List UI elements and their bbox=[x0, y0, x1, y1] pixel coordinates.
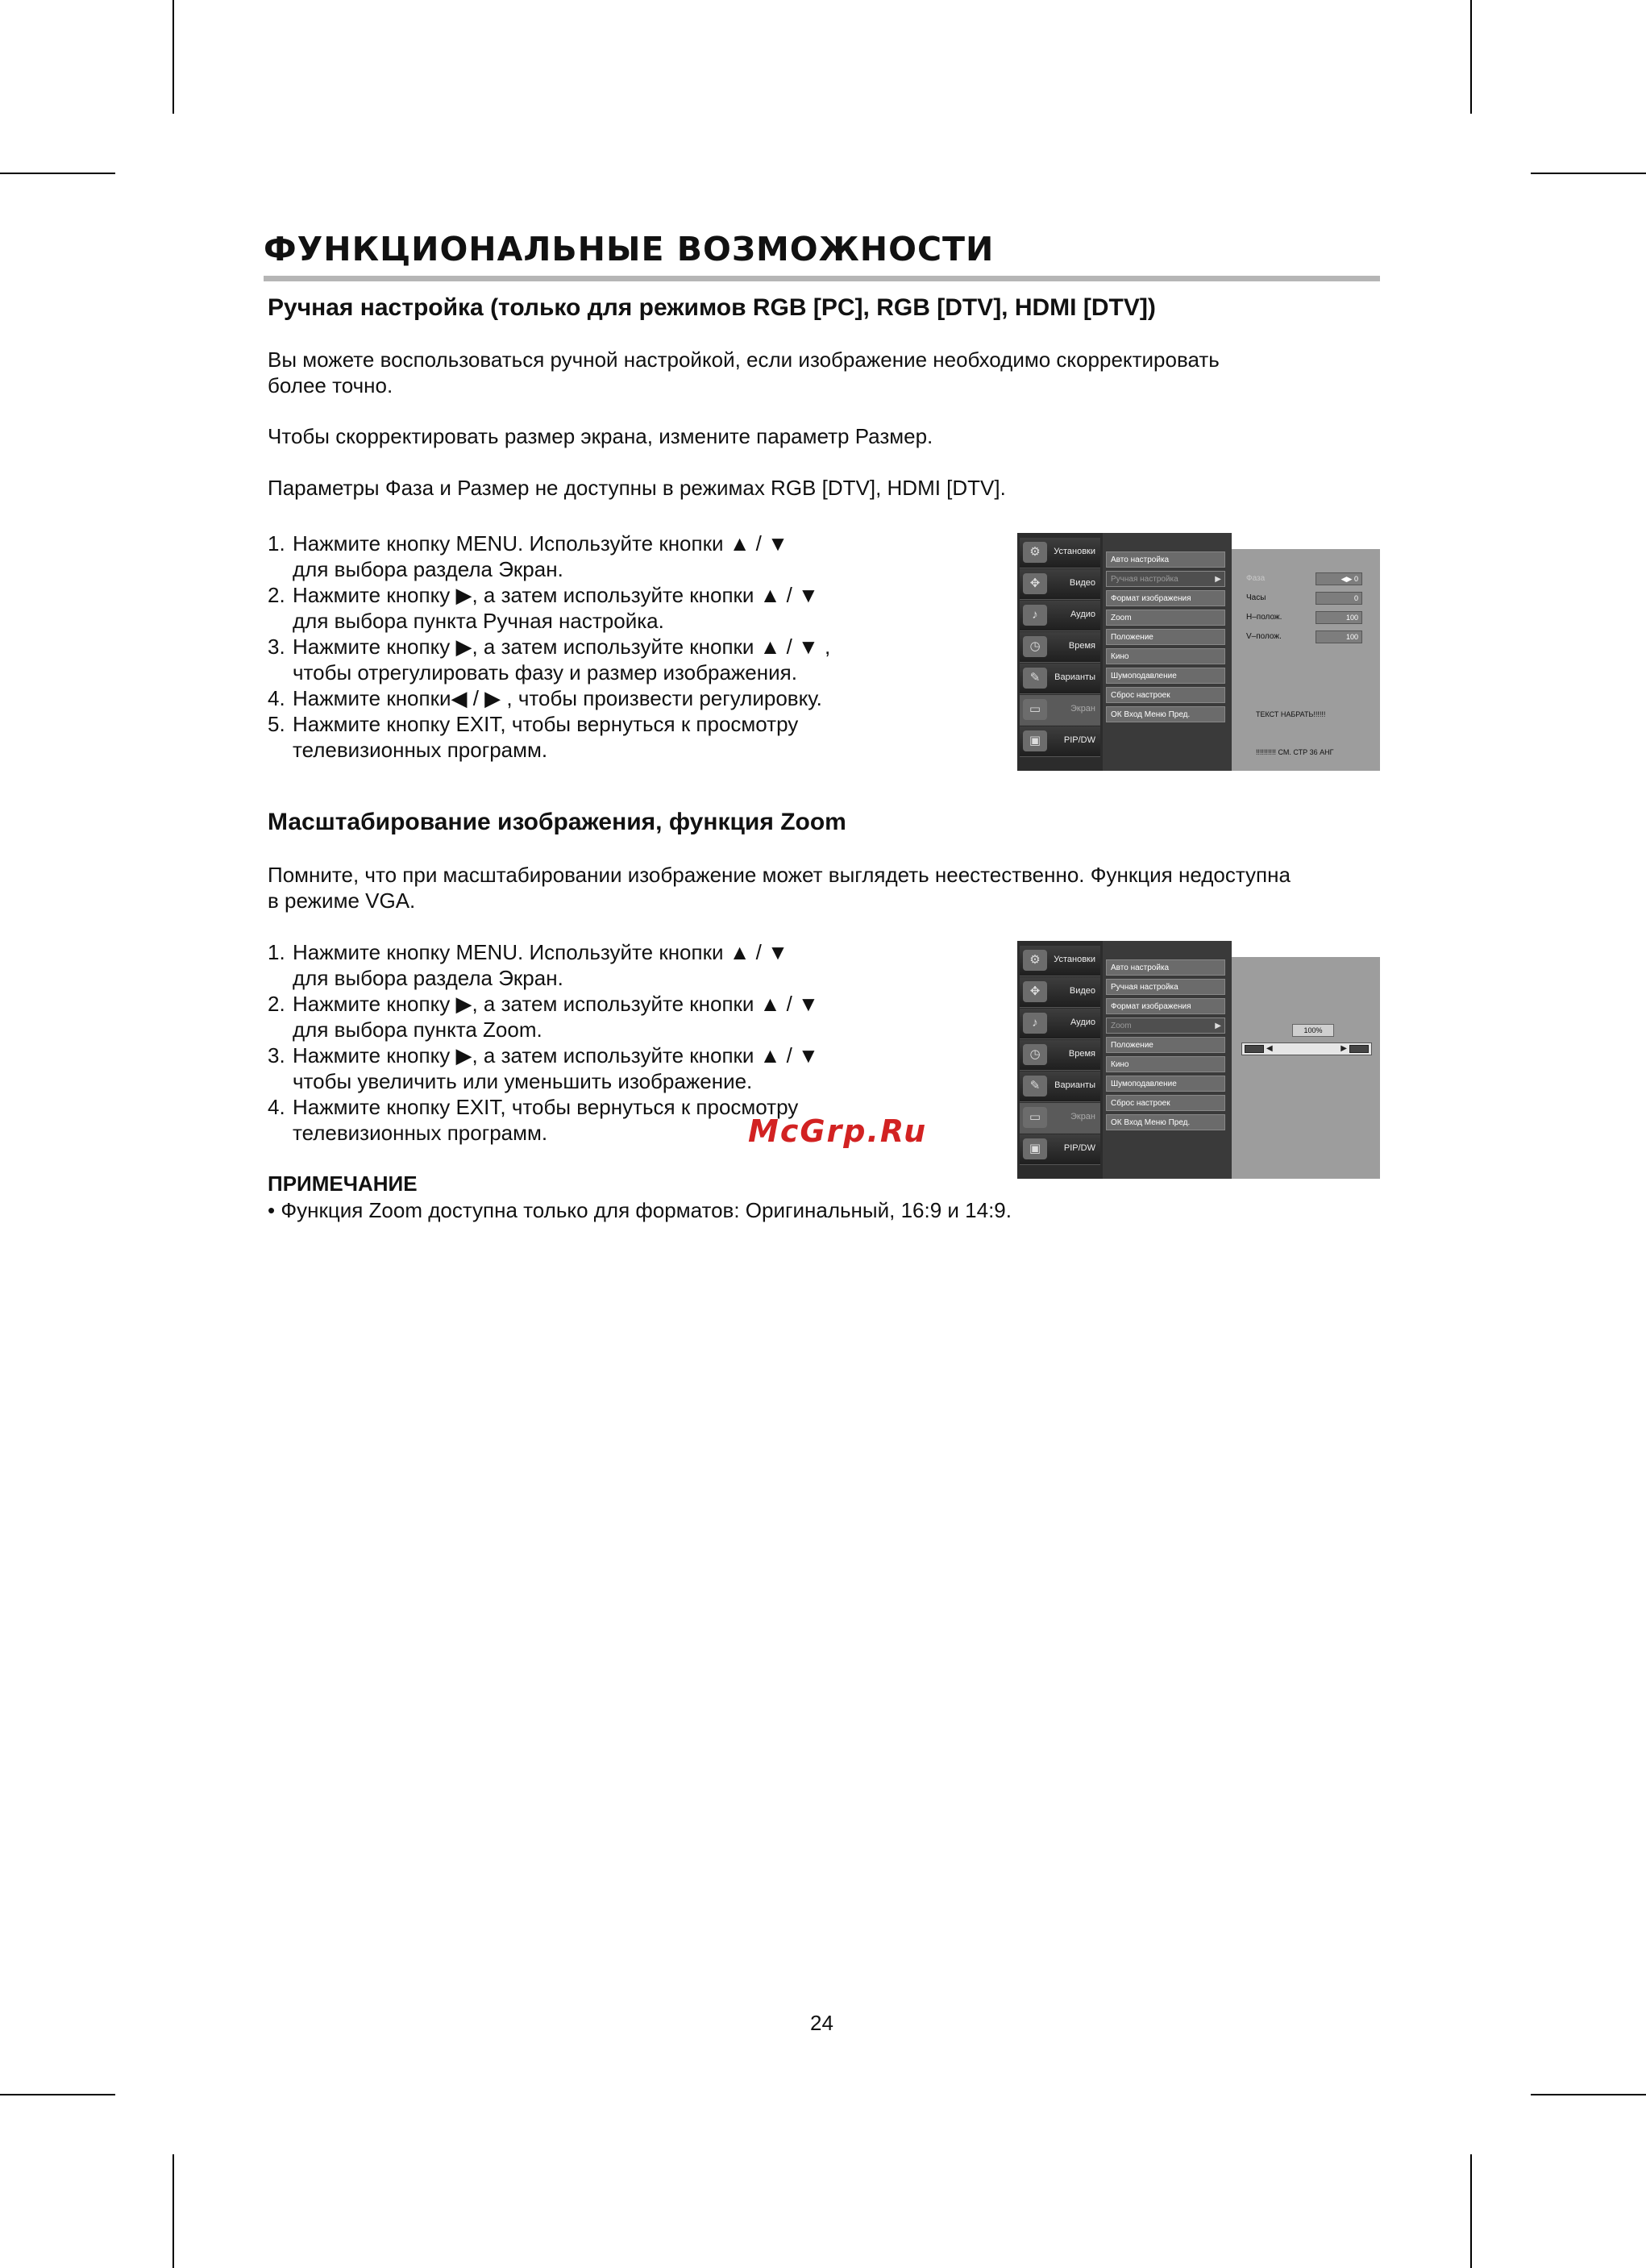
page-title: ФУНКЦИОНАЛЬНЫЕ ВОЗМОЖНОСТИ bbox=[264, 230, 995, 268]
osd-menu-item: Положение bbox=[1106, 1037, 1225, 1053]
clock-icon: ◷ bbox=[1023, 1044, 1047, 1065]
osd-menu-item: Шумоподавление bbox=[1106, 1076, 1225, 1092]
zoom-in-icon bbox=[1349, 1045, 1369, 1053]
osd-menu-item: Zoom bbox=[1106, 610, 1225, 626]
osd-tab-label: Установки bbox=[1054, 547, 1095, 556]
osd-param-label: H–полож. bbox=[1246, 613, 1282, 622]
arrow-right-icon: ▶ bbox=[1340, 1044, 1347, 1053]
osd-menu-item: Шумоподавление bbox=[1106, 668, 1225, 684]
step-text: для выбора пункта Zoom. bbox=[293, 1017, 542, 1042]
step-number: 1. bbox=[268, 940, 285, 964]
osd-placeholder-note: !!!!!!!!!! СМ. СТР 36 АНГ bbox=[1256, 748, 1334, 756]
zoom-steps bbox=[268, 939, 819, 1146]
osd-tab-video bbox=[1020, 977, 1100, 1008]
zoom-value: 100% bbox=[1292, 1024, 1334, 1037]
step-text: Нажмите кнопку ▶, а затем используйте кнопки ▲ / ▼ , bbox=[293, 635, 831, 659]
osd-tab-time bbox=[1020, 1040, 1100, 1071]
crop-mark bbox=[1470, 2154, 1472, 2268]
osd-menu-item: Ручная настройка bbox=[1106, 979, 1225, 995]
osd-param-value: 0 bbox=[1316, 592, 1362, 605]
video-icon: ✥ bbox=[1023, 981, 1047, 1002]
zoom-intro-line1: Помните, что при масштабировании изображение может выглядеть неестественно. Функция недоступна bbox=[268, 863, 1291, 887]
osd-tab-video bbox=[1020, 569, 1100, 600]
osd-tab-screen bbox=[1020, 695, 1100, 726]
osd-menu bbox=[1103, 533, 1232, 771]
audio-icon: ♪ bbox=[1023, 605, 1047, 626]
osd-tab-label: Экран bbox=[1070, 1112, 1095, 1122]
osd-menu-item-selected bbox=[1106, 571, 1225, 587]
osd-menu-item: Кино bbox=[1106, 648, 1225, 664]
arrow-left-icon: ◀ bbox=[1266, 1044, 1273, 1053]
zoom-slider bbox=[1241, 1042, 1372, 1055]
step-number: 2. bbox=[268, 583, 285, 607]
osd-tab-column bbox=[1017, 941, 1103, 1179]
step-text: Нажмите кнопку ▶, а затем используйте кнопки ▲ / ▼ bbox=[293, 992, 819, 1016]
audio-icon: ♪ bbox=[1023, 1013, 1047, 1034]
osd-menu bbox=[1103, 941, 1232, 1179]
osd-tab-label: Экран bbox=[1070, 704, 1095, 714]
list-item bbox=[268, 711, 830, 763]
step-number: 4. bbox=[268, 1095, 285, 1119]
step-text: Нажмите кнопку EXIT, чтобы вернуться к просмотру bbox=[293, 712, 799, 736]
osd-tab-setup bbox=[1020, 946, 1100, 976]
osd-tab-time bbox=[1020, 632, 1100, 663]
osd-menu-item: Положение bbox=[1106, 629, 1225, 645]
osd-menu-item: Сброс настроек bbox=[1106, 1095, 1225, 1111]
osd-tab-label: Время bbox=[1068, 641, 1095, 651]
osd-placeholder-note: ТЕКСТ НАБРАТЬ!!!!!! bbox=[1256, 710, 1326, 718]
step-text: чтобы отрегулировать фазу и размер изображения. bbox=[293, 660, 797, 685]
zoom-heading: Масштабирование изображения, функция Zoom bbox=[268, 809, 846, 835]
manual-intro-line1: Вы можете воспользоваться ручной настройкой, если изображение необходимо скорректировать bbox=[268, 347, 1220, 372]
video-icon: ✥ bbox=[1023, 573, 1047, 594]
osd-manual-panel bbox=[1232, 549, 1380, 771]
pip-icon: ▣ bbox=[1023, 1138, 1047, 1159]
osd-tab-label: Аудио bbox=[1070, 610, 1095, 619]
manual-intro bbox=[268, 347, 1220, 398]
osd-tab-label: Аудио bbox=[1070, 1017, 1095, 1027]
osd-menu-item: Авто настройка bbox=[1106, 551, 1225, 568]
osd-menu-item-label: Ручная настройка bbox=[1111, 575, 1178, 584]
crop-mark bbox=[1531, 2094, 1646, 2095]
list-item bbox=[268, 582, 830, 634]
pip-icon: ▣ bbox=[1023, 730, 1047, 751]
osd-param-label: Фаза bbox=[1246, 574, 1266, 583]
osd-tab-label: Варианты bbox=[1054, 1080, 1095, 1090]
watermark: McGrp.Ru bbox=[748, 1113, 928, 1149]
crop-mark bbox=[1470, 0, 1472, 114]
list-item bbox=[268, 634, 830, 685]
step-text: телевизионных программ. bbox=[293, 1121, 548, 1145]
osd-tab-setup bbox=[1020, 538, 1100, 568]
osd-tab-label: Видео bbox=[1069, 986, 1095, 996]
osd-menu-item-label: Zoom bbox=[1111, 1022, 1132, 1030]
osd-tab-label: PIP/DW bbox=[1063, 1143, 1095, 1153]
osd-tab-label: PIP/DW bbox=[1063, 735, 1095, 745]
page-number: 24 bbox=[810, 2011, 833, 2035]
crop-mark bbox=[1531, 173, 1646, 174]
list-item bbox=[268, 939, 819, 991]
osd-menu-item: Формат изображения bbox=[1106, 590, 1225, 606]
clock-icon: ◷ bbox=[1023, 636, 1047, 657]
note-heading: ПРИМЕЧАНИЕ bbox=[268, 1171, 418, 1196]
osd-param-value: 100 bbox=[1316, 611, 1362, 624]
step-text: Нажмите кнопку EXIT, чтобы вернуться к просмотру bbox=[293, 1095, 799, 1119]
step-text: для выбора раздела Экран. bbox=[293, 557, 563, 581]
zoom-intro bbox=[268, 862, 1291, 913]
title-underline bbox=[264, 276, 1380, 281]
list-item bbox=[268, 1042, 819, 1094]
osd-menu-item: ОК Вход Меню Пред. bbox=[1106, 706, 1225, 722]
osd-param-label: Часы bbox=[1246, 593, 1266, 602]
step-text: для выбора пункта Ручная настройка. bbox=[293, 609, 664, 633]
osd-menu-item: Кино bbox=[1106, 1056, 1225, 1072]
step-text: чтобы увеличить или уменьшить изображение. bbox=[293, 1069, 753, 1093]
zoom-intro-line2: в режиме VGA. bbox=[268, 888, 416, 913]
osd-menu-item: Сброс настроек bbox=[1106, 687, 1225, 703]
osd-menu-item: ОК Вход Меню Пред. bbox=[1106, 1114, 1225, 1130]
manual-para3: Параметры Фаза и Размер не доступны в режимах RGB [DTV], HDMI [DTV]. bbox=[268, 476, 1006, 500]
osd-tab-options bbox=[1020, 1072, 1100, 1102]
crop-mark bbox=[172, 0, 174, 114]
osd-manual-screenshot bbox=[1017, 533, 1380, 771]
osd-tab-label: Установки bbox=[1054, 955, 1095, 964]
step-text: телевизионных программ. bbox=[293, 738, 548, 762]
osd-tab-screen bbox=[1020, 1103, 1100, 1134]
note-text: • Функция Zoom доступна только для форматов: Оригинальный, 16:9 и 14:9. bbox=[268, 1198, 1012, 1222]
crop-mark bbox=[0, 173, 115, 174]
osd-tab-pip bbox=[1020, 726, 1100, 757]
step-text: для выбора раздела Экран. bbox=[293, 966, 563, 990]
step-number: 1. bbox=[268, 531, 285, 556]
manual-steps bbox=[268, 531, 830, 763]
crop-mark bbox=[172, 2154, 174, 2268]
setup-icon: ⚙ bbox=[1023, 950, 1047, 971]
osd-menu-item-selected bbox=[1106, 1017, 1225, 1034]
osd-tab-label: Варианты bbox=[1054, 672, 1095, 682]
osd-zoom-panel bbox=[1232, 957, 1380, 1179]
osd-tab-pip bbox=[1020, 1134, 1100, 1165]
zoom-out-icon bbox=[1245, 1045, 1264, 1053]
osd-tab-label: Видео bbox=[1069, 578, 1095, 588]
osd-param-label: V–полож. bbox=[1246, 632, 1282, 641]
arrow-right-icon: ▶ bbox=[1215, 575, 1221, 584]
list-item bbox=[268, 685, 830, 711]
step-text: Нажмите кнопку MENU. Используйте кнопки ▲ / ▼ bbox=[293, 940, 788, 964]
list-item bbox=[268, 991, 819, 1042]
step-number: 3. bbox=[268, 1043, 285, 1067]
screen-icon: ▭ bbox=[1023, 699, 1047, 720]
osd-tab-audio bbox=[1020, 601, 1100, 631]
options-icon: ✎ bbox=[1023, 1076, 1047, 1097]
manual-para2: Чтобы скорректировать размер экрана, измените параметр Размер. bbox=[268, 424, 933, 448]
osd-tab-options bbox=[1020, 664, 1100, 694]
osd-zoom-screenshot bbox=[1017, 941, 1380, 1179]
list-item bbox=[268, 1094, 819, 1146]
step-number: 2. bbox=[268, 992, 285, 1016]
osd-tab-audio bbox=[1020, 1009, 1100, 1039]
osd-tab-column bbox=[1017, 533, 1103, 771]
manual-heading: Ручная настройка (только для режимов RGB [PC], RGB [DTV], HDMI [DTV]) bbox=[268, 294, 1156, 321]
step-number: 4. bbox=[268, 686, 285, 710]
osd-param-value: 100 bbox=[1316, 630, 1362, 643]
arrow-right-icon: ▶ bbox=[1215, 1022, 1221, 1030]
step-text: Нажмите кнопку ▶, а затем используйте кнопки ▲ / ▼ bbox=[293, 1043, 819, 1067]
osd-menu-item: Авто настройка bbox=[1106, 959, 1225, 976]
options-icon: ✎ bbox=[1023, 668, 1047, 689]
osd-menu-item: Формат изображения bbox=[1106, 998, 1225, 1014]
step-text: Нажмите кнопки◀ / ▶ , чтобы произвести регулировку. bbox=[293, 686, 822, 710]
list-item bbox=[268, 531, 830, 582]
step-text: Нажмите кнопку MENU. Используйте кнопки ▲ / ▼ bbox=[293, 531, 788, 556]
osd-tab-label: Время bbox=[1068, 1049, 1095, 1059]
setup-icon: ⚙ bbox=[1023, 542, 1047, 563]
step-number: 3. bbox=[268, 635, 285, 659]
manual-intro-line2: более точно. bbox=[268, 373, 393, 397]
osd-param-value: ◀▶ 0 bbox=[1316, 572, 1362, 585]
step-text: Нажмите кнопку ▶, а затем используйте кнопки ▲ / ▼ bbox=[293, 583, 819, 607]
step-number: 5. bbox=[268, 712, 285, 736]
crop-mark bbox=[0, 2094, 115, 2095]
screen-icon: ▭ bbox=[1023, 1107, 1047, 1128]
